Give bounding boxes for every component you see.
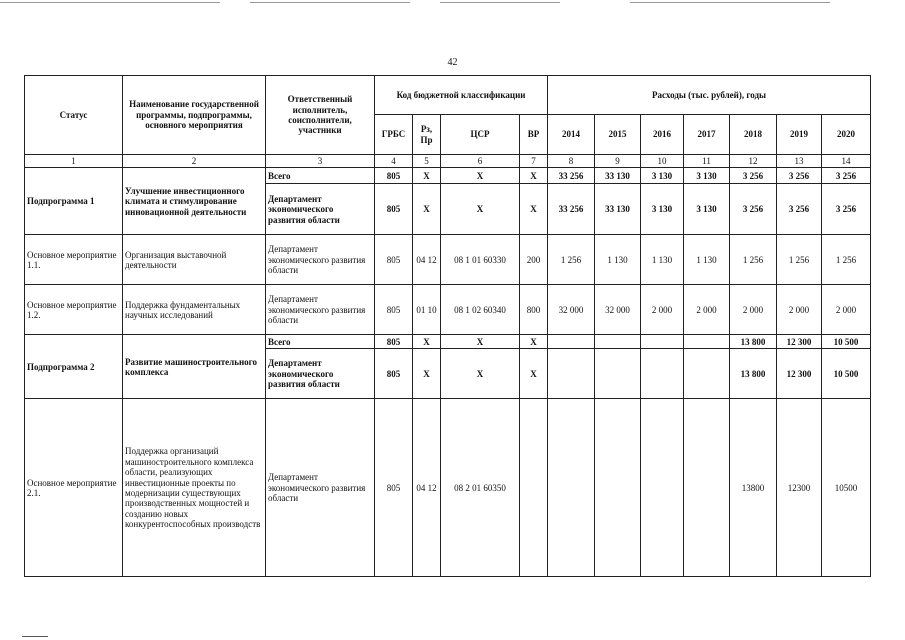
rz-cell: 04 12	[413, 399, 441, 577]
csr-cell: 08 2 01 60350	[441, 399, 520, 577]
top-rule	[440, 2, 560, 3]
value-cell: 32 000	[548, 285, 595, 335]
value-cell: 3 256	[822, 168, 871, 184]
responsible-cell: Департамент экономического развития области	[266, 399, 375, 577]
value-cell	[548, 349, 595, 399]
vr-cell	[520, 399, 548, 577]
index-cell: 7	[520, 155, 548, 168]
header-csr: ЦСР	[441, 115, 520, 155]
table-row	[25, 285, 871, 335]
bottom-rule	[22, 636, 48, 637]
csr-cell: X	[441, 184, 520, 235]
value-cell: 2 000	[777, 285, 822, 335]
status-cell: Основное мероприятие 1.2.	[25, 285, 123, 335]
rz-cell: 04 12	[413, 235, 441, 285]
name-cell: Поддержка фундаментальных научных исследований	[123, 285, 266, 335]
name-cell: Развитие машиностроительного комплекса	[123, 335, 266, 399]
value-cell: 12300	[777, 399, 822, 577]
grbs-cell: 805	[375, 335, 413, 349]
responsible-cell: Всего	[266, 335, 375, 349]
header-status: Статус	[25, 76, 123, 155]
csr-cell: 08 1 01 60330	[441, 235, 520, 285]
top-rule	[0, 2, 220, 3]
value-cell: 3 130	[684, 168, 730, 184]
csr-cell: 08 1 02 60340	[441, 285, 520, 335]
responsible-cell: Всего	[266, 168, 375, 184]
header-rz: Рз, Пр	[413, 115, 441, 155]
csr-cell: X	[441, 335, 520, 349]
index-cell: 2	[123, 155, 266, 168]
responsible-cell: Департамент экономического развития области	[266, 184, 375, 235]
header-name: Наименование государственной программы, подпрограммы, основного мероприятия	[123, 76, 266, 155]
value-cell: 13 800	[730, 349, 777, 399]
value-cell: 2 000	[822, 285, 871, 335]
index-cell: 3	[266, 155, 375, 168]
value-cell: 1 130	[595, 235, 641, 285]
value-cell: 10 500	[822, 335, 871, 349]
value-cell: 3 130	[684, 184, 730, 235]
budget-table	[24, 75, 871, 577]
status-cell: Основное мероприятие 1.1.	[25, 235, 123, 285]
grbs-cell: 805	[375, 399, 413, 577]
header-budget-code: Код бюджетной классификации	[375, 76, 548, 115]
status-cell: Подпрограмма 2	[25, 335, 123, 399]
value-cell: 2 000	[684, 285, 730, 335]
status-cell: Подпрограмма 1	[25, 168, 123, 235]
table-row	[25, 335, 871, 349]
header-expenses: Расходы (тыс. рублей), годы	[548, 76, 871, 115]
grbs-cell: 805	[375, 285, 413, 335]
header-year: 2018	[730, 115, 777, 155]
index-cell: 5	[413, 155, 441, 168]
grbs-cell: 805	[375, 349, 413, 399]
value-cell: 1 256	[777, 235, 822, 285]
value-cell: 3 256	[730, 184, 777, 235]
index-cell: 11	[684, 155, 730, 168]
vr-cell: 800	[520, 285, 548, 335]
value-cell	[595, 399, 641, 577]
value-cell: 33 256	[548, 184, 595, 235]
header-year: 2016	[641, 115, 684, 155]
index-cell: 10	[641, 155, 684, 168]
value-cell: 3 256	[777, 184, 822, 235]
index-cell: 8	[548, 155, 595, 168]
table-row	[25, 168, 871, 184]
rz-cell: 01 10	[413, 285, 441, 335]
header-grbs: ГРБС	[375, 115, 413, 155]
value-cell: 3 130	[641, 168, 684, 184]
header-year: 2015	[595, 115, 641, 155]
value-cell: 33 256	[548, 168, 595, 184]
value-cell: 32 000	[595, 285, 641, 335]
grbs-cell: 805	[375, 168, 413, 184]
vr-cell: 200	[520, 235, 548, 285]
header-vr: ВР	[520, 115, 548, 155]
value-cell: 13 800	[730, 335, 777, 349]
csr-cell: X	[441, 168, 520, 184]
value-cell: 33 130	[595, 184, 641, 235]
csr-cell: X	[441, 349, 520, 399]
value-cell	[548, 399, 595, 577]
top-rule	[250, 2, 410, 3]
value-cell	[641, 349, 684, 399]
top-rule	[630, 2, 830, 3]
grbs-cell: 805	[375, 235, 413, 285]
value-cell: 3 256	[777, 168, 822, 184]
value-cell: 1 256	[822, 235, 871, 285]
header-responsible: Ответственный исполнитель, соисполнители, участники	[266, 76, 375, 155]
vr-cell: X	[520, 349, 548, 399]
value-cell: 12 300	[777, 335, 822, 349]
responsible-cell: Департамент экономического развития области	[266, 285, 375, 335]
name-cell: Организация выставочной деятельности	[123, 235, 266, 285]
index-cell: 4	[375, 155, 413, 168]
value-cell: 33 130	[595, 168, 641, 184]
rz-cell: X	[413, 349, 441, 399]
table-row	[25, 399, 871, 577]
value-cell: 12 300	[777, 349, 822, 399]
value-cell	[595, 335, 641, 349]
grbs-cell: 805	[375, 184, 413, 235]
vr-cell: X	[520, 335, 548, 349]
index-cell: 14	[822, 155, 871, 168]
value-cell: 1 130	[684, 235, 730, 285]
header-year: 2014	[548, 115, 595, 155]
index-cell: 6	[441, 155, 520, 168]
page-number: 42	[447, 57, 458, 68]
name-cell: Улучшение инвестиционного климата и стимулирование инновационной деятельности	[123, 168, 266, 235]
vr-cell: X	[520, 184, 548, 235]
value-cell: 10500	[822, 399, 871, 577]
rz-cell: X	[413, 168, 441, 184]
value-cell: 3 130	[641, 184, 684, 235]
header-row	[25, 76, 871, 115]
index-cell: 12	[730, 155, 777, 168]
responsible-cell: Департамент экономического развития области	[266, 235, 375, 285]
header-year: 2019	[777, 115, 822, 155]
value-cell: 3 256	[822, 184, 871, 235]
status-cell: Основное мероприятие 2.1.	[25, 399, 123, 577]
value-cell: 13800	[730, 399, 777, 577]
value-cell	[548, 335, 595, 349]
index-cell: 9	[595, 155, 641, 168]
index-cell: 1	[25, 155, 123, 168]
value-cell	[684, 349, 730, 399]
value-cell	[684, 335, 730, 349]
table-row	[25, 235, 871, 285]
vr-cell: X	[520, 168, 548, 184]
value-cell	[641, 399, 684, 577]
value-cell: 1 130	[641, 235, 684, 285]
value-cell: 10 500	[822, 349, 871, 399]
value-cell: 1 256	[548, 235, 595, 285]
value-cell: 2 000	[641, 285, 684, 335]
rz-cell: X	[413, 335, 441, 349]
header-year: 2020	[822, 115, 871, 155]
index-cell: 13	[777, 155, 822, 168]
index-row	[25, 155, 871, 168]
value-cell	[641, 335, 684, 349]
value-cell: 2 000	[730, 285, 777, 335]
value-cell: 3 256	[730, 168, 777, 184]
value-cell	[684, 399, 730, 577]
header-year: 2017	[684, 115, 730, 155]
value-cell: 1 256	[730, 235, 777, 285]
value-cell	[595, 349, 641, 399]
responsible-cell: Департамент экономического развития области	[266, 349, 375, 399]
name-cell: Поддержка организаций машиностроительного комплекса области, реализующих инвестиционные проекты по модернизации существующих производственных мощностей и созданию новых конкурентоспособных производств	[123, 399, 266, 577]
rz-cell: X	[413, 184, 441, 235]
